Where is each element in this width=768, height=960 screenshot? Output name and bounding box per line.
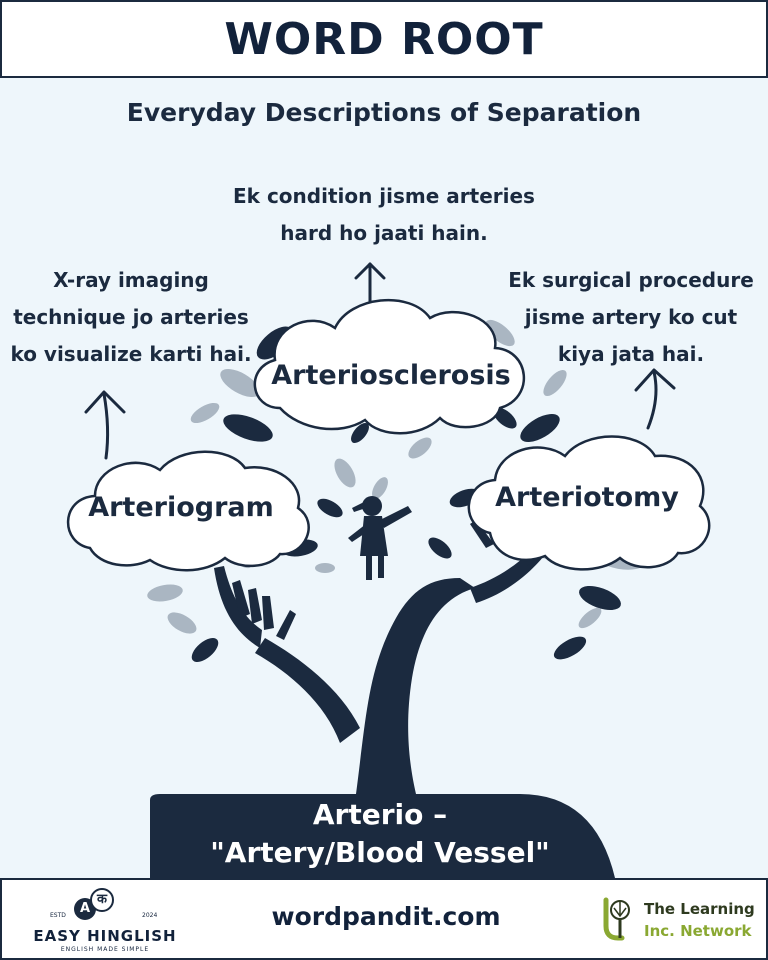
- description-right: [500, 262, 762, 373]
- arrow-up-icon: [86, 392, 124, 458]
- description-line: hard ho jaati hain.: [280, 221, 488, 245]
- letter-ka-icon: क: [90, 888, 114, 912]
- term-left: Arteriogram: [88, 492, 274, 523]
- term-center: Arteriosclerosis: [271, 360, 511, 391]
- logo-estd: ESTD: [50, 912, 66, 919]
- girl-silhouette: [348, 496, 412, 580]
- description-line: ko visualize karti hai.: [10, 342, 252, 366]
- description-line: technique jo arteries: [13, 305, 249, 329]
- tree-trunk: [356, 578, 475, 794]
- description-line: X-ray imaging: [53, 268, 209, 292]
- logo-year: 2024: [142, 912, 158, 919]
- description-line: kiya jata hai.: [557, 342, 705, 366]
- subtitle: Everyday Descriptions of Separation: [126, 98, 642, 127]
- left-arm: [255, 638, 360, 743]
- letter-a-icon: A: [74, 898, 96, 920]
- learning-network-logo: [600, 894, 760, 948]
- logo-line-1: The Learning: [644, 900, 755, 918]
- arrow-up-icon: [636, 370, 674, 428]
- page-title: WORD ROOT: [224, 13, 544, 65]
- website-link[interactable]: wordpandit.com: [271, 902, 501, 931]
- description-line: Ek condition jisme arteries: [233, 184, 535, 208]
- description-left: [0, 262, 262, 373]
- root-line-2: "Artery/Blood Vessel": [210, 836, 550, 869]
- logo-name: EASY HINGLISH: [33, 927, 177, 945]
- description-center: [184, 178, 584, 252]
- footer-bar: [0, 878, 768, 960]
- description-line: jisme artery ko cut: [524, 305, 738, 329]
- left-hand: [214, 566, 296, 648]
- tree-logo-icon: [600, 896, 640, 942]
- logo-line-2: Inc. Network: [644, 922, 752, 940]
- root-line-1: Arterio –: [312, 798, 448, 831]
- header-bar: [0, 0, 768, 78]
- infographic-main: [0, 78, 768, 878]
- logo-tagline: ENGLISH MADE SIMPLE: [60, 946, 150, 953]
- description-line: Ek surgical procedure: [508, 268, 754, 292]
- term-right: Arteriotomy: [495, 482, 679, 513]
